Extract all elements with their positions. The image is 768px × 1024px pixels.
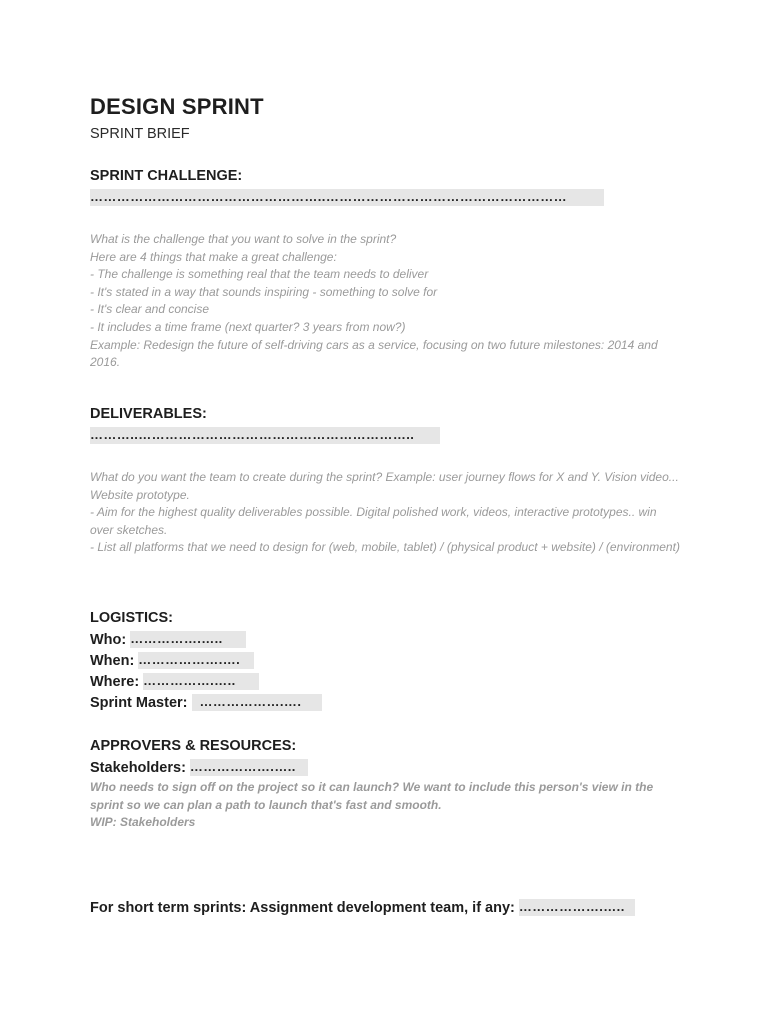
approvers-hint bbox=[90, 779, 680, 832]
hint-line: - It's clear and concise bbox=[90, 302, 210, 317]
when-label: When: bbox=[90, 652, 135, 669]
deliverables-field[interactable] bbox=[90, 427, 440, 449]
logistics-who-row bbox=[90, 631, 246, 648]
page-title: DESIGN SPRINT bbox=[90, 94, 264, 119]
deliverables-placeholder: ………..…………………………………………………….. bbox=[90, 427, 440, 444]
logistics-heading: LOGISTICS: bbox=[90, 610, 173, 626]
deliverables-heading: DELIVERABLES: bbox=[90, 406, 207, 422]
sprint-master-field[interactable]: ……………….…. bbox=[192, 694, 322, 711]
hint-line: - It includes a time frame (next quarter? 3 years from now?) bbox=[90, 319, 406, 334]
hint-line: What do you want the team to create during the sprint? Example: user journey flows for X and Y. Vision video... Website prototype. bbox=[90, 470, 679, 502]
approvers-heading: APPROVERS & RESOURCES: bbox=[90, 738, 297, 754]
hint-line: What is the challenge that you want to solve in the sprint? bbox=[90, 232, 397, 246]
hint-line: Example: Redesign the future of self-driving cars as a service, focusing on two future milestones: 2014 and 2016. bbox=[90, 337, 658, 370]
short-term-field[interactable]: ……………….….. bbox=[519, 899, 635, 916]
where-field[interactable]: …………….….. bbox=[143, 673, 259, 690]
short-term-row bbox=[90, 899, 635, 916]
short-term-label: For short term sprints: Assignment development team, if any: bbox=[90, 899, 515, 916]
hint-line: Here are 4 things that make a great challenge: bbox=[90, 249, 337, 264]
who-field[interactable]: …………….….. bbox=[130, 631, 246, 648]
sprint-challenge-hint bbox=[90, 231, 680, 372]
hint-line: - The challenge is something real that the team needs to deliver bbox=[90, 267, 429, 282]
logistics-where-row bbox=[90, 673, 259, 690]
stakeholders-row bbox=[90, 759, 308, 776]
hint-line: - Aim for the highest quality deliverables possible. Digital polished work, videos, interactive prototypes.. win over sketches. bbox=[90, 505, 657, 537]
stakeholders-label: Stakeholders: bbox=[90, 759, 186, 776]
when-field[interactable]: ……………….…. bbox=[138, 652, 254, 669]
page-subtitle: SPRINT BRIEF bbox=[90, 126, 190, 142]
logistics-sprint-master-row bbox=[90, 694, 322, 711]
sprint-master-label: Sprint Master: bbox=[90, 694, 188, 711]
who-label: Who: bbox=[90, 631, 127, 648]
sprint-challenge-placeholder: ……………………………………………..……………………………………………… bbox=[90, 189, 604, 206]
deliverables-hint bbox=[90, 469, 680, 557]
where-label: Where: bbox=[90, 673, 140, 690]
logistics-when-row bbox=[90, 652, 254, 669]
stakeholders-field[interactable]: ……………….….. bbox=[190, 759, 308, 776]
hint-line: Who needs to sign off on the project so it can launch? We want to include this person's view in the sprint so we can plan a path to launch that's fast and smooth. bbox=[90, 780, 654, 812]
hint-line: - It's stated in a way that sounds inspiring - something to solve for bbox=[90, 284, 438, 299]
sprint-challenge-field[interactable] bbox=[90, 189, 604, 211]
hint-line: - List all platforms that we need to design for (web, mobile, tablet) / (physical product + website) / (environment) bbox=[90, 540, 680, 555]
hint-line: WIP: Stakeholders bbox=[90, 815, 196, 830]
sprint-challenge-heading: SPRINT CHALLENGE: bbox=[90, 168, 243, 184]
